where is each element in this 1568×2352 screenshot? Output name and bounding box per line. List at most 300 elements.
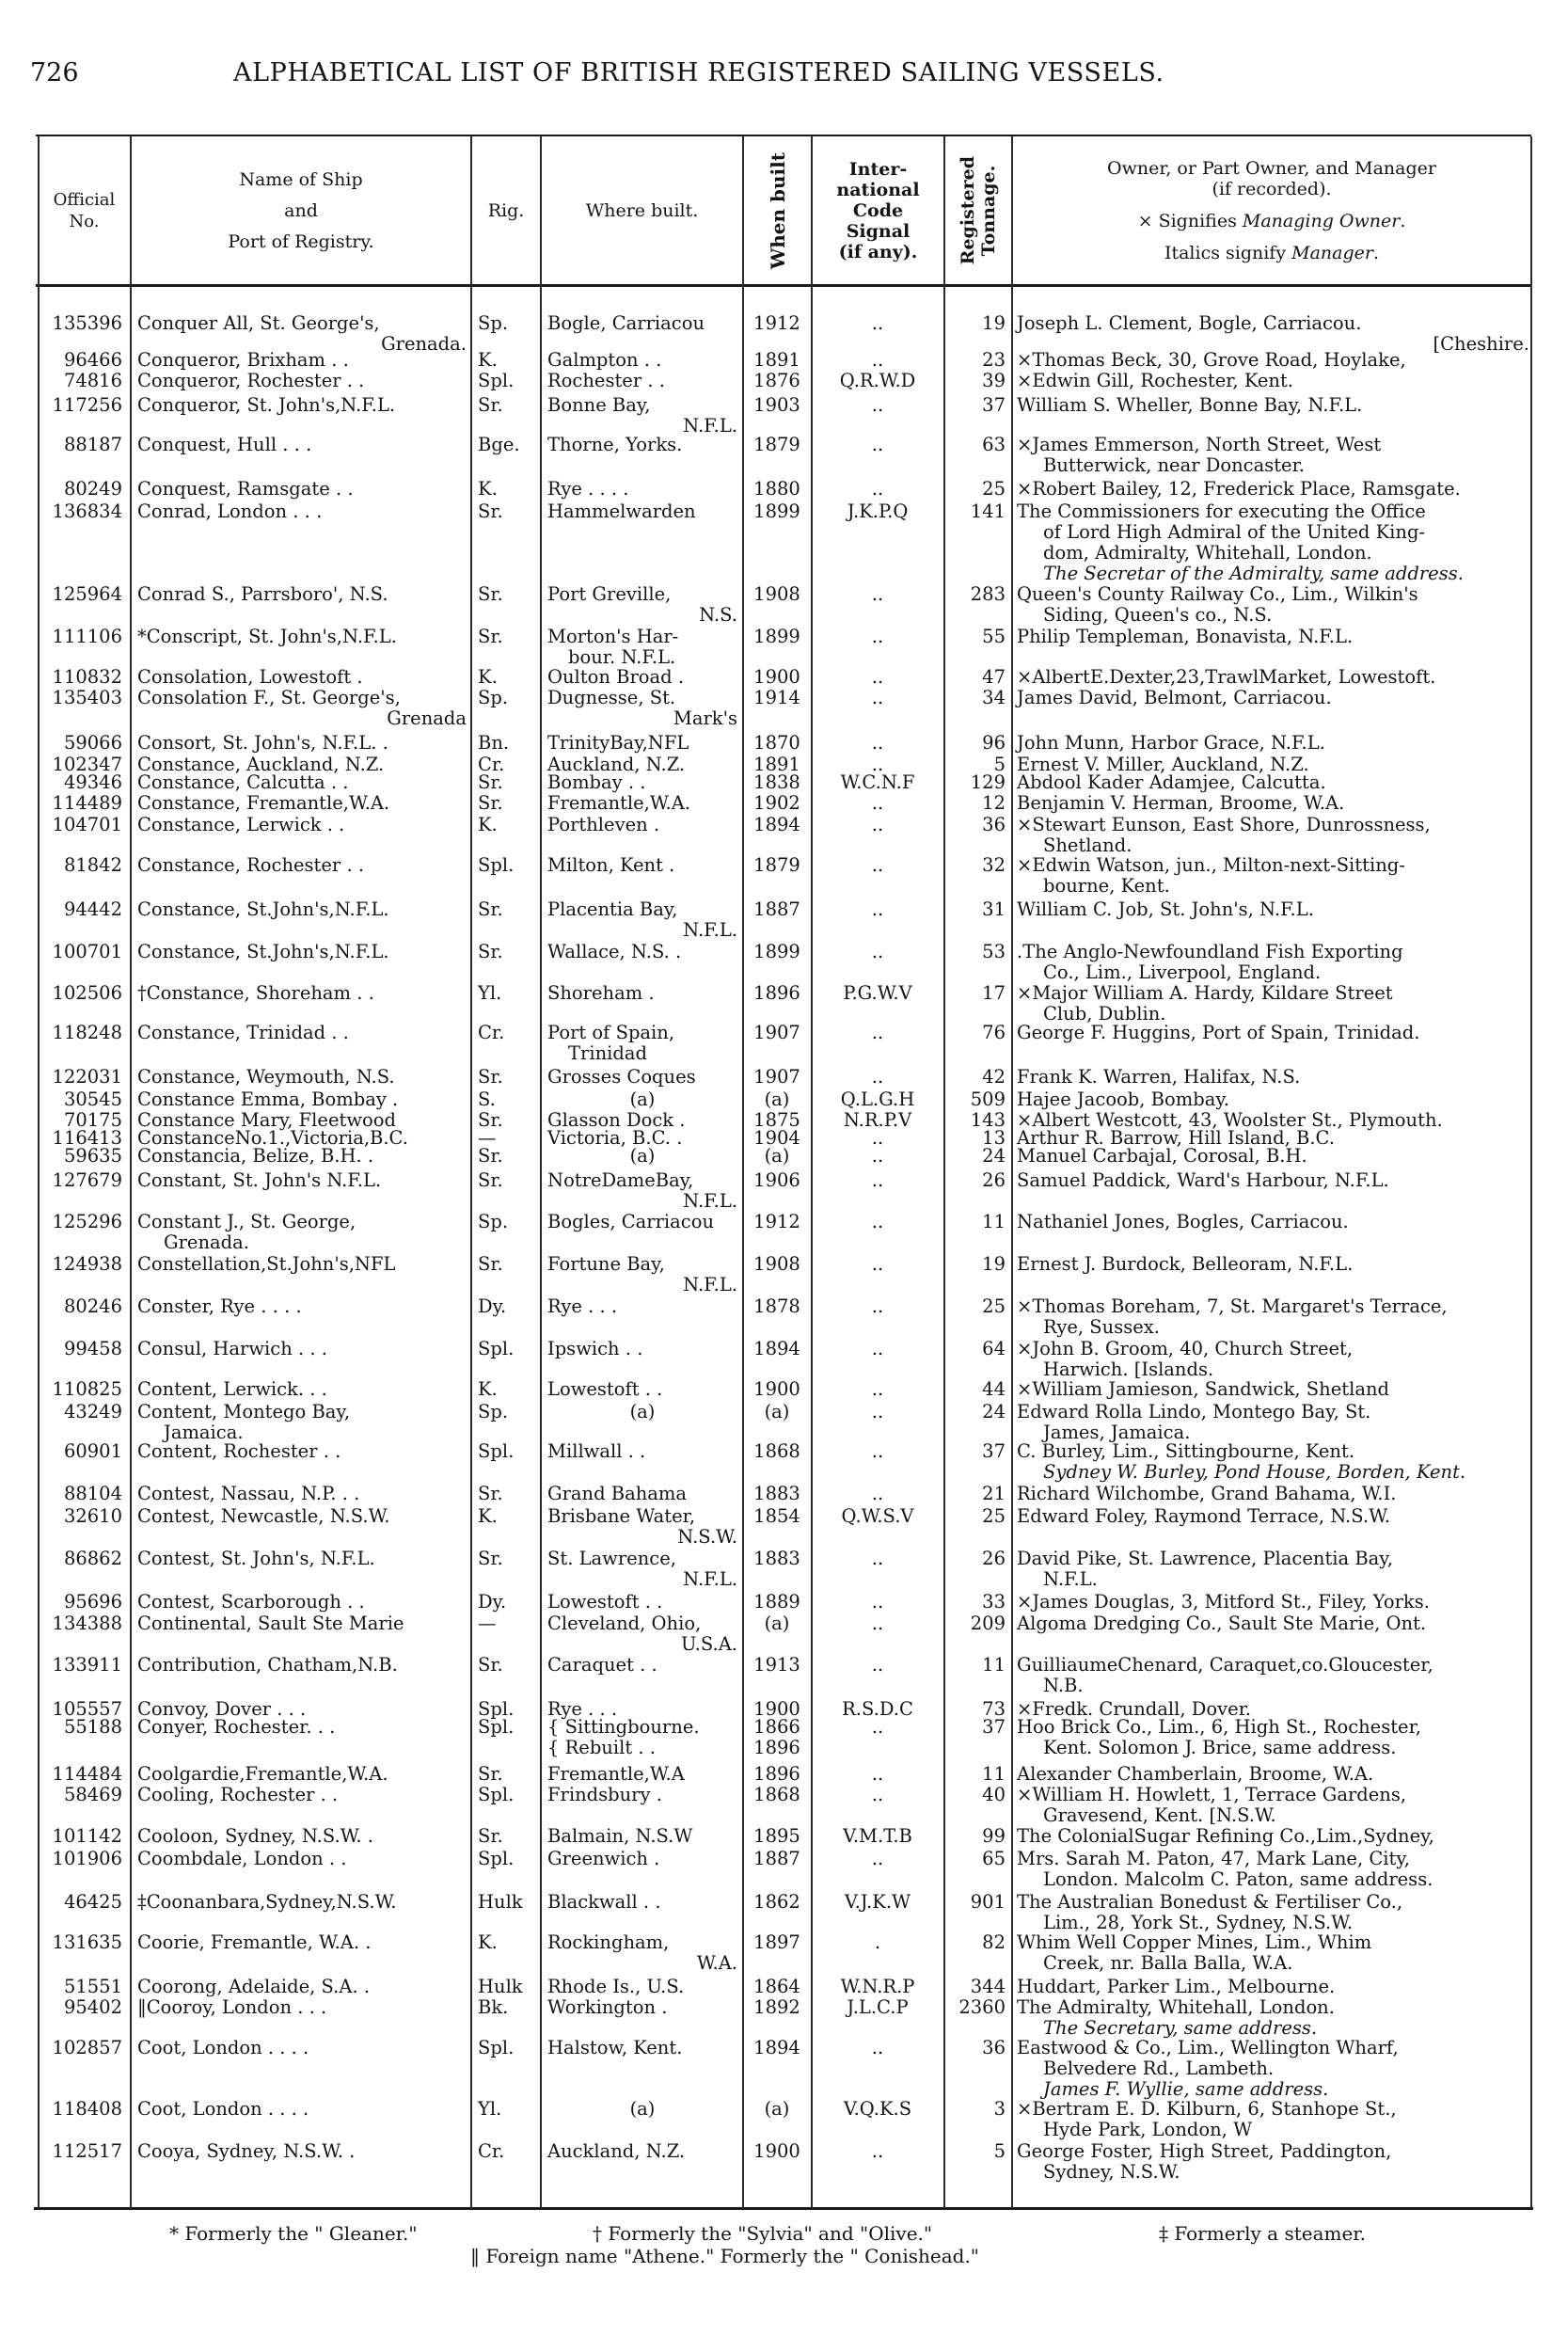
official-number: 88104 <box>63 1483 122 1504</box>
ship-name-line: Consul, Harwich . . . <box>137 1338 327 1359</box>
where-built <box>547 1977 737 1997</box>
tonnage: 42 <box>982 1066 1006 1088</box>
where-built-line: Balmain, N.S.W <box>547 1825 693 1847</box>
code-signal: .. <box>871 1716 884 1738</box>
when-built <box>746 1212 808 1232</box>
ship-name-line: Coorie, Fremantle, W.A. . <box>137 1931 372 1953</box>
header-line: Name of Ship <box>239 168 363 190</box>
when-built-line: 1883 <box>753 1483 800 1504</box>
where-built-line: Millwall . . <box>547 1440 646 1462</box>
where-built-line: Greenwich . <box>547 1848 660 1869</box>
column-divider <box>540 136 542 2208</box>
owner <box>1017 1089 1529 1110</box>
tonnage: 37 <box>982 1716 1006 1738</box>
when-built <box>746 2038 808 2058</box>
where-built <box>547 1717 737 1758</box>
where-built-line: N.S. <box>699 604 737 626</box>
where-built <box>547 772 737 793</box>
when-built <box>746 1379 808 1400</box>
when-built <box>746 899 808 920</box>
when-built-line: (a) <box>764 1613 790 1634</box>
ship-name-line: Constance, Trinidad . . <box>137 1022 349 1043</box>
rig: Dy. <box>478 1591 507 1613</box>
owner <box>1017 983 1529 1025</box>
official-number: 49346 <box>63 771 122 793</box>
owner <box>1017 1764 1529 1785</box>
owner <box>1017 1146 1529 1167</box>
official-number: 46425 <box>63 1891 122 1913</box>
tonnage: 21 <box>982 1483 1006 1504</box>
ship-name <box>137 1170 467 1191</box>
where-built <box>547 667 737 688</box>
owner-line: ×AlbertE.Dexter,23,TrawlMarket, Lowestoft. <box>1017 666 1436 688</box>
code-signal: .. <box>871 1440 884 1462</box>
ship-name-line: †Constance, Shoreham . . <box>137 982 374 1004</box>
tonnage: 31 <box>982 898 1006 920</box>
rig: Cr. <box>478 2140 505 2162</box>
column-divider <box>1011 136 1013 2208</box>
ship-name <box>137 667 467 688</box>
owner-line: Philip Templeman, Bonavista, N.F.L. <box>1017 626 1354 647</box>
ship-name-line: Conquest, Hull . . . <box>137 434 312 455</box>
when-built <box>746 2141 808 2162</box>
when-built <box>746 1484 808 1504</box>
owner-line: The Secretar of the Admiralty, same address. <box>1043 563 1464 584</box>
when-built <box>746 1613 808 1634</box>
code-signal: .. <box>871 792 884 814</box>
header-line: Signal <box>846 221 911 242</box>
owner <box>1017 1977 1529 1997</box>
tonnage: 23 <box>982 349 1006 371</box>
ship-name <box>137 1067 467 1088</box>
owner-line: London. Malcolm C. Paton, same address. <box>1043 1868 1433 1890</box>
owner <box>1017 1592 1529 1613</box>
header-official-no <box>39 137 130 284</box>
when-built <box>746 1402 808 1422</box>
code-signal: J.K.P.Q <box>847 501 909 522</box>
ship-name-line: Consolation F., St. George's, <box>137 687 401 708</box>
when-built <box>746 501 808 522</box>
when-built-line: 1894 <box>753 1338 800 1359</box>
when-built <box>746 1785 808 1805</box>
owner <box>1017 772 1529 793</box>
ship-name <box>137 1977 467 1997</box>
tonnage: 25 <box>982 1295 1006 1317</box>
ship-name <box>137 1441 467 1462</box>
owner-line: N.B. <box>1043 1675 1084 1696</box>
where-built <box>547 1655 737 1676</box>
owner <box>1017 1785 1529 1826</box>
owner-line: Joseph L. Clement, Bogle, Carriacou. <box>1017 312 1362 334</box>
official-number: 59066 <box>63 732 122 754</box>
owner-line: William C. Job, St. John's, N.F.L. <box>1017 898 1314 920</box>
tonnage: 37 <box>982 1440 1006 1462</box>
ship-name-line: ‖Cooroy, London . . . <box>137 1996 327 2018</box>
owner-line: ×Edwin Gill, Rochester, Kent. <box>1017 370 1294 391</box>
when-built-line: 1868 <box>753 1784 800 1805</box>
when-built <box>746 1977 808 1997</box>
ship-name <box>137 1717 467 1738</box>
ship-name <box>137 1655 467 1676</box>
table-right-border <box>1530 136 1532 2208</box>
ship-name-line: Constance, St.John's,N.F.L. <box>137 941 389 962</box>
when-built <box>746 350 808 371</box>
code-signal: .. <box>871 1378 884 1400</box>
when-built-line: 1899 <box>753 941 800 962</box>
owner <box>1017 350 1529 371</box>
tonnage: 129 <box>970 771 1006 793</box>
where-built-line: Morton's Har- <box>547 626 679 647</box>
when-built-line: 1894 <box>753 2037 800 2058</box>
owner <box>1017 1441 1529 1483</box>
header-line: Registered <box>958 156 978 265</box>
when-built-line: 1879 <box>753 854 800 876</box>
owner <box>1017 1339 1529 1380</box>
owner <box>1017 1254 1529 1275</box>
when-built-line: 1889 <box>753 1591 800 1613</box>
rig: Sr. <box>478 1763 503 1785</box>
ship-name-line: Grenada. <box>381 333 467 355</box>
tonnage: 44 <box>982 1378 1006 1400</box>
rig: Sr. <box>478 898 503 920</box>
when-built-line: 1908 <box>753 1253 800 1275</box>
owner-line: bourne, Kent. <box>1043 875 1170 897</box>
owner-line: Belvedere Rd., Lambeth. <box>1043 2058 1275 2079</box>
tonnage: 99 <box>982 1825 1006 1847</box>
rig: K. <box>478 1505 498 1527</box>
ship-name <box>137 793 467 814</box>
code-signal: .. <box>871 349 884 371</box>
where-built <box>547 1402 737 1422</box>
tonnage: 36 <box>982 2037 1006 2058</box>
code-signal: .. <box>871 1211 884 1232</box>
tonnage: 25 <box>982 478 1006 500</box>
rig: Sr. <box>478 1483 503 1504</box>
tonnage: 11 <box>982 1654 1006 1676</box>
official-number: 122031 <box>52 1066 122 1088</box>
footnote-dagger: † Formerly the "Sylvia" and "Olive." <box>593 2222 933 2245</box>
table-bottom-rule <box>34 2207 1533 2210</box>
rig: Cr. <box>478 754 505 775</box>
ship-name <box>137 584 467 605</box>
official-number: 125964 <box>52 583 122 605</box>
code-signal: W.N.R.P <box>840 1976 915 1997</box>
rig: Sr. <box>478 394 503 416</box>
code-signal: .. <box>871 1654 884 1676</box>
owner-line: Hajee Jacoob, Bombay. <box>1017 1089 1229 1110</box>
rig: — <box>478 1613 497 1634</box>
official-number: 99458 <box>63 1338 122 1359</box>
where-built <box>547 2141 737 2162</box>
where-built-line: Rye . . . . <box>547 478 629 500</box>
rig: Sp. <box>478 687 509 708</box>
code-signal: Q.L.G.H <box>840 1089 915 1110</box>
owner-line: George F. Huggins, Port of Spain, Trinidad. <box>1017 1022 1420 1043</box>
owner-line: ×Thomas Boreham, 7, St. Margaret's Terrace, <box>1017 1295 1448 1317</box>
owner-line: ×Robert Bailey, 12, Frederick Place, Ramsgate. <box>1017 478 1461 500</box>
ship-name-line: Conqueror, Brixham . . <box>137 349 349 371</box>
official-number: 111106 <box>52 626 122 647</box>
where-built <box>547 584 737 626</box>
owner <box>1017 1997 1529 2039</box>
official-number: 102857 <box>52 2037 122 2058</box>
official-number: 131635 <box>52 1931 122 1953</box>
owner <box>1017 627 1529 647</box>
when-built-line: 1868 <box>753 1440 800 1462</box>
where-built-line: Rockingham, <box>547 1931 670 1953</box>
where-built <box>547 2038 737 2058</box>
ship-name-line: Constance, St.John's,N.F.L. <box>137 898 389 920</box>
column-divider <box>130 136 132 2208</box>
code-signal: P.G.W.V <box>843 982 912 1004</box>
official-number: 104701 <box>52 814 122 835</box>
ship-name-line: Constance, Auckland, N.Z. <box>137 754 385 775</box>
when-built <box>746 1549 808 1569</box>
ship-name-line: Grenada <box>387 707 467 729</box>
table-top-rule <box>36 135 1531 136</box>
code-signal: .. <box>871 898 884 920</box>
rig: K. <box>478 349 498 371</box>
tonnage: 53 <box>982 941 1006 962</box>
when-built <box>746 584 808 605</box>
when-built-line: 1907 <box>753 1066 800 1088</box>
owner-line: Frank K. Warren, Halifax, N.S. <box>1017 1066 1301 1088</box>
code-signal: .. <box>871 1253 884 1275</box>
when-built-line: 1914 <box>753 687 800 708</box>
when-built <box>746 1441 808 1462</box>
when-built <box>746 1067 808 1088</box>
footnote-star: * Formerly the " Gleaner." <box>169 2222 418 2245</box>
when-built-line: 1883 <box>753 1548 800 1569</box>
where-built-line: U.S.A. <box>681 1633 737 1655</box>
owner <box>1017 667 1529 688</box>
footnote-double-dagger: ‡ Formerly a steamer. <box>1159 2222 1367 2245</box>
tonnage: 283 <box>970 583 1006 605</box>
owner <box>1017 793 1529 814</box>
official-number: 74816 <box>63 370 122 391</box>
ship-name-line: Constance, Calcutta . . <box>137 771 349 793</box>
when-built-line: 1912 <box>753 312 800 334</box>
where-built-line: Ipswich . . <box>547 1338 643 1359</box>
where-built <box>547 627 737 668</box>
official-number: 95696 <box>63 1591 122 1613</box>
ship-name <box>137 1506 467 1527</box>
where-built-line: St. Lawrence, <box>547 1548 676 1569</box>
header-when-built <box>744 137 811 284</box>
ship-name-line: Conqueror, St. John's,N.F.L. <box>137 394 396 416</box>
ship-name <box>137 1254 467 1275</box>
when-built <box>746 983 808 1004</box>
ship-name-line: Constance, Rochester . . <box>137 854 365 876</box>
header-line: × Signifies Managing Owner. <box>1137 211 1406 231</box>
where-built-line: Hammelwarden <box>547 501 696 522</box>
ship-name-line: Conqueror, Rochester . . <box>137 370 365 391</box>
owner <box>1017 1506 1529 1527</box>
ship-name-line: Continental, Sault Ste Marie <box>137 1613 404 1634</box>
owner-line: Edward Rolla Lindo, Montego Bay, St. <box>1017 1401 1371 1422</box>
when-built-line: 1866 <box>753 1716 800 1738</box>
where-built <box>547 1997 737 2018</box>
where-built-line: Auckland, N.Z. <box>547 2140 686 2162</box>
rig: Sr. <box>478 1825 503 1847</box>
rig: Spl. <box>478 370 515 391</box>
rig: Sr. <box>478 1654 503 1676</box>
official-number: 59635 <box>63 1145 122 1167</box>
where-built <box>547 855 737 876</box>
tonnage: 509 <box>970 1089 1006 1110</box>
ship-name-line: Constant J., St. George, <box>137 1211 356 1232</box>
rig: K. <box>478 814 498 835</box>
when-built <box>746 479 808 500</box>
owner-line: James David, Belmont, Carriacou. <box>1017 687 1332 708</box>
header-ship-name <box>132 137 470 284</box>
ship-name-line: Constancia, Belize, B.H. . <box>137 1145 374 1167</box>
rig: Cr. <box>478 1022 505 1043</box>
ship-name <box>137 1613 467 1634</box>
ship-name <box>137 815 467 835</box>
where-built-line: Bonne Bay, <box>547 394 651 416</box>
owner <box>1017 899 1529 920</box>
ship-name-line: Constance, Weymouth, N.S. <box>137 1066 395 1088</box>
header-line: Italics signify Manager. <box>1164 243 1380 263</box>
code-signal: .. <box>871 2037 884 2058</box>
owner <box>1017 1826 1529 1847</box>
owner-line: Ernest V. Miller, Auckland, N.Z. <box>1017 754 1309 775</box>
code-signal: V.M.T.B <box>843 1825 912 1847</box>
where-built <box>547 899 737 941</box>
where-built-line: N.F.L. <box>683 1274 737 1295</box>
where-built-line: N.F.L. <box>683 415 737 437</box>
where-built-line: Blackwall . . <box>547 1891 661 1913</box>
owner-line: ×Stewart Eunson, East Shore, Dunrossness, <box>1017 814 1431 835</box>
rig: Spl. <box>478 2037 515 2058</box>
when-built-line: 1897 <box>753 1931 800 1953</box>
where-built <box>547 1067 737 1088</box>
where-built-line: Auckland, N.Z. <box>547 754 686 775</box>
ship-name <box>137 1549 467 1569</box>
when-built <box>746 772 808 793</box>
rig: Spl. <box>478 1716 515 1738</box>
code-signal: . <box>874 1931 881 1953</box>
where-built <box>547 501 737 522</box>
rig: Bk. <box>478 1996 509 2018</box>
owner-line: Alexander Chamberlain, Broome, W.A. <box>1017 1763 1374 1785</box>
when-built-line: 1875 <box>753 1109 800 1131</box>
where-built-line: (a) <box>629 1089 656 1110</box>
when-built-line: 1878 <box>753 1295 800 1317</box>
where-built <box>547 983 737 1004</box>
owner <box>1017 1023 1529 1043</box>
ship-name-line: Coorong, Adelaide, S.A. . <box>137 1976 371 1997</box>
when-built-line: 1887 <box>753 1848 800 1869</box>
header-rig: Rig. <box>487 199 525 221</box>
ship-name-line: Constance, Lerwick . . <box>137 814 345 835</box>
official-number: 105557 <box>52 1698 122 1720</box>
owner <box>1017 733 1529 754</box>
owner <box>1017 1170 1529 1191</box>
code-signal: .. <box>871 1127 884 1149</box>
rig: Spl. <box>478 1338 515 1359</box>
official-number: 135396 <box>52 312 122 334</box>
tonnage: 25 <box>982 1505 1006 1527</box>
where-built <box>547 1296 737 1317</box>
tonnage: 47 <box>982 666 1006 688</box>
rig: Sp. <box>478 1401 509 1422</box>
owner-line: Arthur R. Barrow, Hill Island, B.C. <box>1017 1127 1335 1149</box>
where-built-line: NotreDameBay, <box>547 1169 694 1191</box>
code-signal: .. <box>871 1022 884 1043</box>
ship-name-line: Constellation,St.John's,NFL <box>137 1253 396 1275</box>
header-line: (if any). <box>838 242 918 262</box>
ship-name <box>137 2141 467 2162</box>
where-built-line: (a) <box>629 1401 656 1422</box>
tonnage: 96 <box>982 732 1006 754</box>
tonnage: 82 <box>982 1931 1006 1953</box>
owner-line: ×James Emmerson, North Street, West <box>1017 434 1382 455</box>
ship-name <box>137 1146 467 1167</box>
official-number: 135403 <box>52 687 122 708</box>
tonnage: 73 <box>982 1698 1006 1720</box>
where-built <box>547 1826 737 1847</box>
column-divider <box>742 136 744 2208</box>
official-number: 102506 <box>52 982 122 1004</box>
where-built <box>547 1170 737 1212</box>
code-signal: .. <box>871 1591 884 1613</box>
where-built <box>547 435 737 455</box>
ship-name-line: Content, Montego Bay, <box>137 1401 351 1422</box>
when-built <box>746 1892 808 1913</box>
ship-name-line: Conrad, London . . . <box>137 501 323 522</box>
header-line: and <box>284 199 318 221</box>
owner <box>1017 1849 1529 1890</box>
rig: Spl. <box>478 1784 515 1805</box>
ship-name <box>137 1484 467 1504</box>
rig: K. <box>478 478 498 500</box>
footnote-parallel: ‖ Foreign name "Athene." Formerly the " Conishead." <box>470 2245 980 2267</box>
where-built <box>547 1339 737 1359</box>
code-signal: .. <box>871 1066 884 1088</box>
when-built-line: (a) <box>764 1089 790 1110</box>
owner-line: Sydney, N.S.W. <box>1043 2161 1180 2183</box>
where-built-line: (a) <box>629 1145 656 1167</box>
when-built-line: 1892 <box>753 1996 800 2018</box>
where-built-line: Victoria, B.C. . <box>547 1127 683 1149</box>
where-built-line: Cleveland, Ohio, <box>547 1613 702 1634</box>
page-title: ALPHABETICAL LIST OF BRITISH REGISTERED SAILING VESSELS. <box>233 58 1164 87</box>
when-built <box>746 2099 808 2120</box>
when-built-line: 1900 <box>753 1698 800 1720</box>
ship-name <box>137 395 467 416</box>
rig: Spl. <box>478 854 515 876</box>
when-built <box>746 1764 808 1785</box>
rig: Bge. <box>478 434 520 455</box>
official-number: 51551 <box>63 1976 122 1997</box>
ship-name <box>137 899 467 920</box>
tonnage: 3 <box>993 2098 1006 2120</box>
owner-line: Butterwick, near Doncaster. <box>1043 454 1305 476</box>
when-built-line: 1891 <box>753 754 800 775</box>
when-built <box>746 793 808 814</box>
tonnage: 24 <box>982 1401 1006 1422</box>
owner-line: Shetland. <box>1043 834 1132 856</box>
header-line: Code <box>852 200 904 221</box>
owner-line: [Cheshire. <box>1433 333 1529 355</box>
ship-name-line: Contribution, Chatham,N.B. <box>137 1654 398 1676</box>
code-signal: .. <box>871 941 884 962</box>
code-signal: .. <box>871 1548 884 1569</box>
where-built-line: Bombay . . <box>547 771 646 793</box>
code-signal: .. <box>871 1848 884 1869</box>
